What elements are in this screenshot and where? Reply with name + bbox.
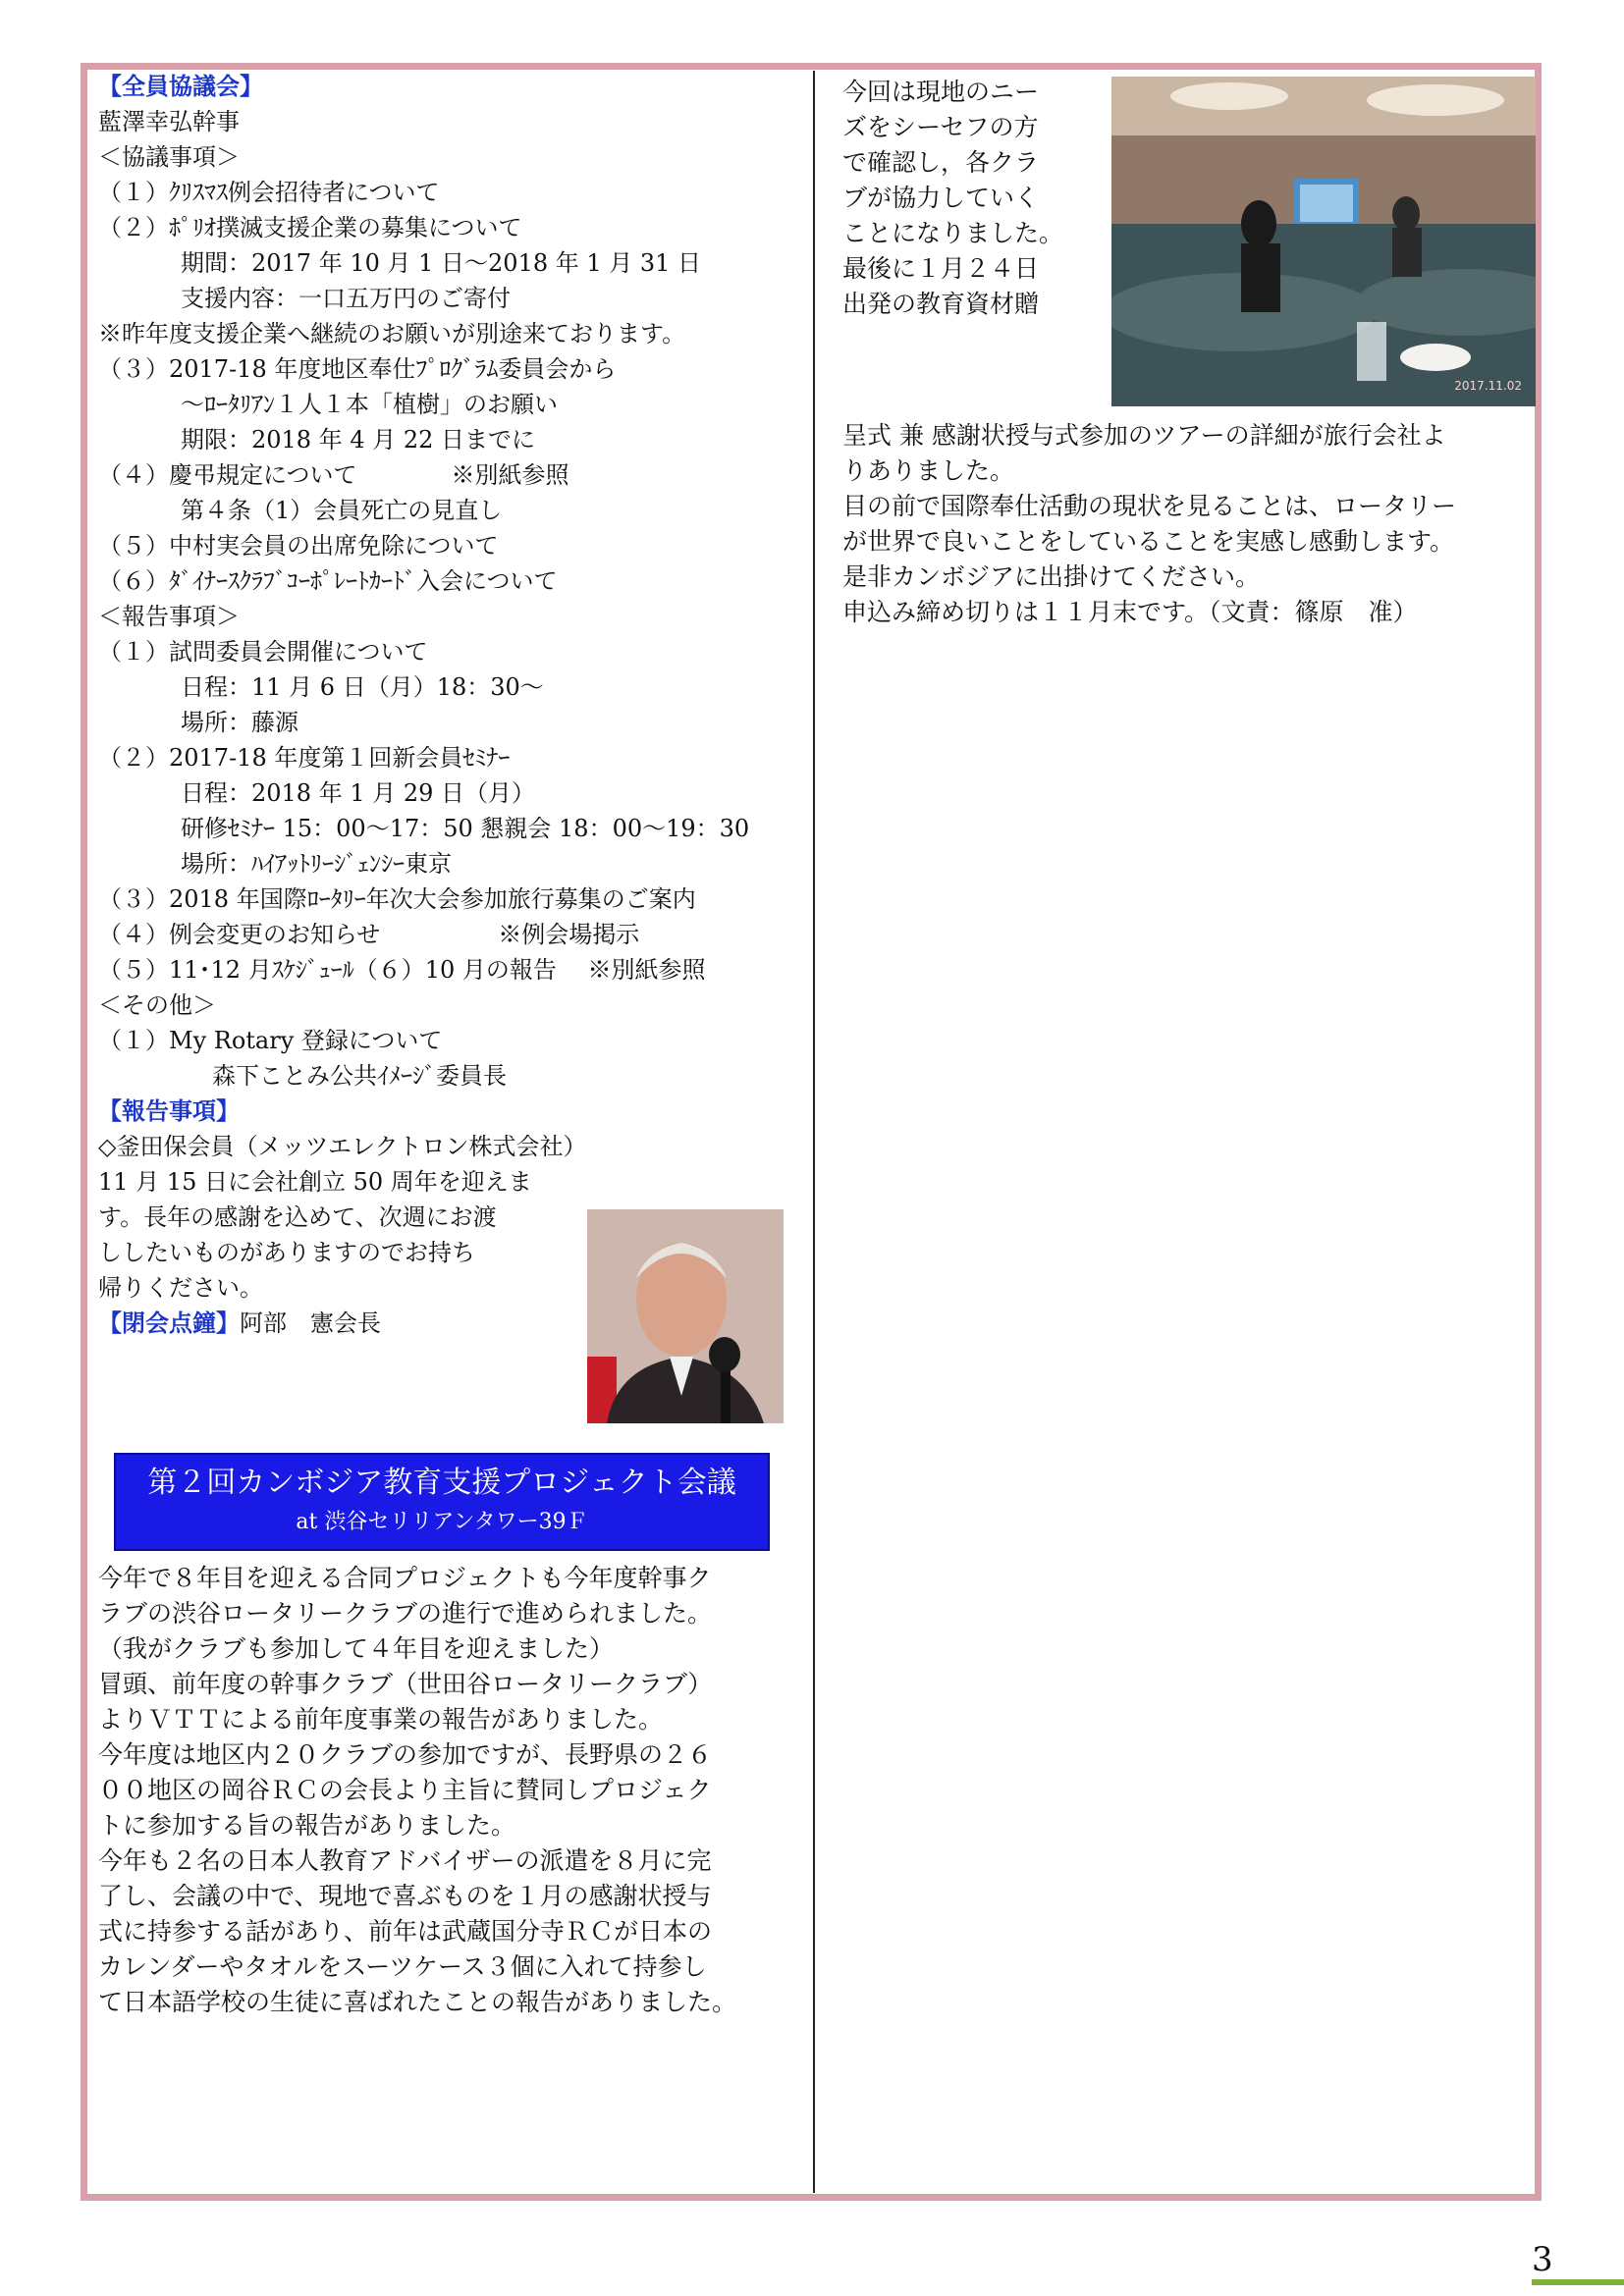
gm-line: ＜協議事項＞ xyxy=(98,143,240,171)
project-line: （我がクラブも参加して４年目を迎えました） xyxy=(98,1634,615,1663)
project-line: て日本語学校の生徒に喜ばれたことの報告がありました。 xyxy=(98,1988,737,2016)
project-line: ラブの渋谷ロータリークラブの進行で進められました。 xyxy=(98,1599,713,1628)
left-column xyxy=(98,69,795,1341)
project-line: 今年も２名の日本人教育アドバイザーの派遣を８月に完 xyxy=(98,1846,712,1875)
right-line: ズをシーセフの方 xyxy=(842,113,1039,141)
right-column-bottom-text xyxy=(842,418,1540,630)
gm-line: 〜ﾛｰﾀﾘｱﾝ１人１本「植樹」のお願い xyxy=(181,391,558,418)
right-line: 今回は現地のニー xyxy=(842,78,1040,106)
report-line: 帰りください。 xyxy=(98,1274,263,1302)
gm-line: （１）My Rotary 登録について xyxy=(98,1027,443,1054)
right-line: 申込み締め切りは１１月末です。（文責：篠原 准） xyxy=(842,598,1418,626)
project-line: 今年度は地区内２０クラブの参加ですが、長野県の２６ xyxy=(98,1740,713,1769)
right-line: 出発の教育資材贈 xyxy=(842,290,1040,318)
project-line: 今年で８年目を迎える合同プロジェクトも今年度幹事ク xyxy=(98,1564,712,1592)
project-banner xyxy=(114,1453,770,1551)
gm-line: 日程：2018 年 1 月 29 日（月） xyxy=(181,779,536,807)
gm-line: 期限：2018 年 4 月 22 日までに xyxy=(181,426,536,454)
gm-line: 支援内容：一口五万円のご寄付 xyxy=(181,285,511,312)
gm-line: （４）例会変更のお知らせ ※例会場掲示 xyxy=(98,921,640,948)
general-meeting-heading: 【全員協議会】 xyxy=(98,73,263,100)
gm-line: 場所：藤源 xyxy=(181,709,298,736)
photo-date-stamp: 2017.11.02 xyxy=(1454,379,1522,393)
project-line: ００地区の岡谷ＲＣの会長より主旨に賛同しプロジェク xyxy=(98,1776,712,1804)
project-line: トに参加する旨の報告がありました。 xyxy=(98,1811,516,1840)
meeting-photo xyxy=(1111,77,1536,406)
right-line: りありました。 xyxy=(842,456,1015,485)
gm-line: 森下ことみ公共ｲﾒｰｼﾞ委員長 xyxy=(212,1062,507,1090)
project-line: 式に持参する話があり、前年は武蔵国分寺ＲＣが日本の xyxy=(98,1917,713,1946)
closing-heading: 【閉会点鐘】 xyxy=(98,1309,240,1337)
gm-line: ＜その他＞ xyxy=(98,991,216,1019)
gm-line: 研修ｾﾐﾅｰ 15：00〜17：50 懇親会 18：00〜19：30 xyxy=(181,815,750,842)
gm-line: （３）2018 年国際ﾛｰﾀﾘｰ年次大会参加旅行募集のご案内 xyxy=(98,885,696,913)
gm-line: （１）試問委員会開催について xyxy=(98,638,428,666)
page-number: 3 xyxy=(1532,2240,1553,2279)
right-line: 目の前で国際奉仕活動の現状を見ることは、ロータリー xyxy=(842,492,1457,520)
gm-line: （５）11･12 月ｽｹｼﾞｭｰﾙ（６）10 月の報告 ※別紙参照 xyxy=(98,956,706,984)
gm-line: ＜報告事項＞ xyxy=(98,603,240,630)
gm-line: （２）ﾎﾟﾘｵ撲滅支援企業の募集について xyxy=(98,214,522,241)
report-line: す。長年の感謝を込めて、次週にお渡 xyxy=(98,1203,497,1231)
speaker-photo xyxy=(587,1209,784,1423)
right-line: 最後に１月２４日 xyxy=(842,254,1040,283)
gm-line: （２）2017-18 年度第１回新会員ｾﾐﾅｰ xyxy=(98,744,511,772)
project-body xyxy=(98,1561,805,2020)
column-divider xyxy=(813,71,815,2193)
right-line: が世界で良いことをしていることを実感し感動します。 xyxy=(842,527,1455,556)
gm-line: 期間：2017 年 10 月 1 日〜2018 年 1 月 31 日 xyxy=(181,249,702,277)
gm-line: 藍澤幸弘幹事 xyxy=(98,108,240,135)
project-line: 冒頭、前年度の幹事クラブ（世田谷ロータリークラブ） xyxy=(98,1670,713,1698)
page-number-underline xyxy=(1532,2279,1624,2285)
gm-line: 日程：11 月 6 日（月）18：30〜 xyxy=(181,673,544,701)
banner-subtitle: at 渋谷セリリアンタワー39Ｆ xyxy=(296,1510,588,1534)
gm-line: 第４条（1）会員死亡の見直し xyxy=(181,497,503,524)
closing-text: 阿部 憲会長 xyxy=(240,1309,381,1337)
right-column-top-text xyxy=(842,75,1098,322)
report-line: 11 月 15 日に会社創立 50 周年を迎えま xyxy=(98,1168,532,1196)
right-line: 是非カンボジアに出掛けてください。 xyxy=(842,562,1261,591)
banner-title: 第２回カンボジア教育支援プロジェクト会議 xyxy=(147,1466,736,1500)
report-member: ◇釜田保会員（メッツエレクトロン株式会社） xyxy=(98,1133,587,1160)
right-line: 呈式 兼 感謝状授与式参加のツアーの詳細が旅行会社よ xyxy=(842,421,1446,450)
report-heading: 【報告事項】 xyxy=(98,1097,240,1125)
right-line: で確認し，各クラ xyxy=(842,148,1040,177)
gm-line: 場所：ﾊｲｱｯﾄﾘｰｼﾞｪﾝｼｰ東京 xyxy=(181,850,452,878)
gm-line: （１）ｸﾘｽﾏｽ例会招待者について xyxy=(98,179,440,206)
project-line: カレンダーやタオルをスーツケース３個に入れて持参し xyxy=(98,1952,707,1981)
gm-line: （５）中村実会員の出席免除について xyxy=(98,532,499,560)
report-line: ししたいものがありますのでお持ち xyxy=(98,1239,475,1266)
gm-line: （６）ﾀﾞｲﾅｰｽｸﾗﾌﾞｺｰﾎﾟﾚｰﾄｶｰﾄﾞ入会について xyxy=(98,567,558,595)
right-line: ブが協力していく xyxy=(842,184,1040,212)
project-line: 了し、会議の中で、現地で喜ぶものを１月の感謝状授与 xyxy=(98,1882,712,1910)
gm-line: （４）慶弔規定について ※別紙参照 xyxy=(98,461,569,489)
gm-line: ※昨年度支援企業へ継続のお願いが別途来ております。 xyxy=(98,320,686,347)
gm-line: （３）2017-18 年度地区奉仕ﾌﾟﾛｸﾞﾗﾑ委員会から xyxy=(98,355,617,383)
right-line: ことになりました。 xyxy=(842,219,1064,247)
project-line: よりＶＴＴによる前年度事業の報告がありました。 xyxy=(98,1705,664,1734)
